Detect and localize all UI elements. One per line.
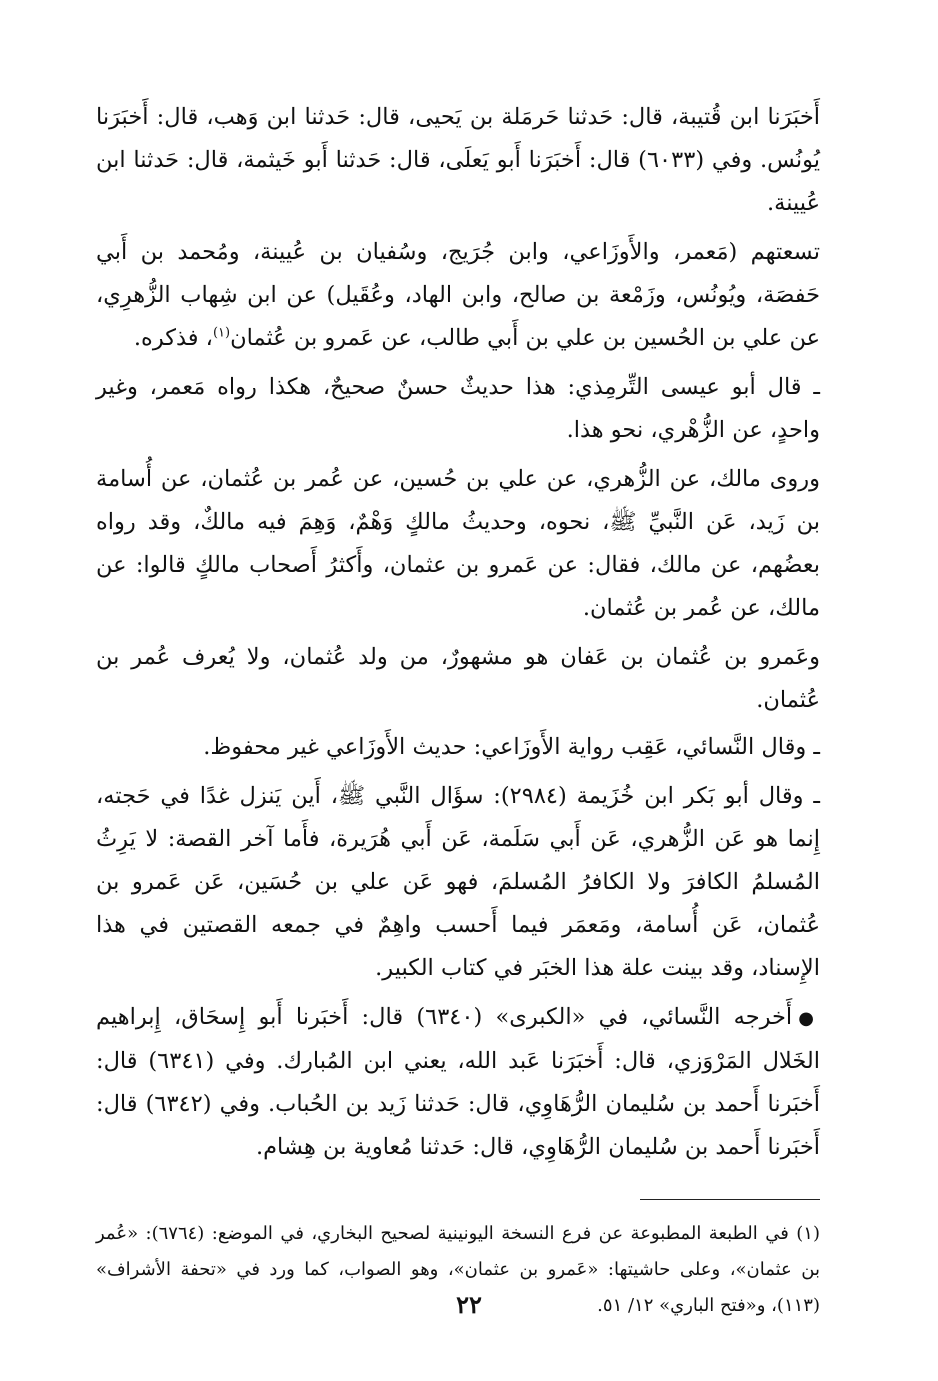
- page-body: [96, 96, 820, 1324]
- main-text: [96, 96, 820, 1169]
- paragraph-8: [96, 996, 820, 1169]
- paragraph-2-tail: ، فذكره.: [133, 325, 213, 351]
- paragraph-7: ـ وقال أبو بَكر ابن خُزَيمة (٢٩٨٤): سؤَال النَّبي ﷺ، أَين يَنزل غدًا في حَجته، إِنما هو عَن الزُّهري، عَن أَبي سَلَمة، عَن أَبي هُرَيرة، فأَما آخر القصة: لا يَرِثُ المُسلمُ الكافرَ ولا الكافرُ المُسلمَ، فهو عَن علي بن حُسَين، عَن عَمرو بن عُثمان، عَن أُسامة، ومَعمَر فيما أَحسب واهِمٌ في جمعه القصتين في هذا الإِسناد، وقد بينت علة هذا الخبَر في كتاب الكبير.: [96, 783, 820, 981]
- page-number: ٢٢: [456, 1290, 482, 1319]
- bullet-icon: ●: [798, 1008, 820, 1029]
- footnote-reference[interactable]: (١): [212, 325, 231, 341]
- paragraph-6: ـ وقال النَّسائي، عَقِب رواية الأَوزَاعي: حديث الأَوزَاعي غير محفوظ.: [203, 734, 820, 760]
- footnote-divider-wrap: [96, 1173, 820, 1216]
- paragraph-5: وعَمرو بن عُثمان بن عَفان هو مشهورٌ، من ولد عُثمان، ولا يُعرف عُمر بن عُثمان.: [96, 644, 820, 713]
- paragraph-1: أَخبَرَنا ابن قُتيبة، قال: حَدثنا حَرمَلة بن يَحيى، قال: حَدثنا ابن وَهب، قال: أَخبَرَنا يُونُس. وفي (٦٠٣٣) قال: أَخبَرَنا أَبو يَعلَى، قال: حَدثنا أَبو خَيثمة، قال: حَدثنا ابن عُيينة.: [96, 104, 820, 216]
- paragraph-8-text: أَخرجه النَّسائي، في «الكبرى» (٦٣٤٠) قال: أَخبَرنا أَبو إِسحَاق، إِبراهيم الخَلال المَرْوَزي، قال: أَخبَرَنا عَبد الله، يعني ابن المُبارك. وفي (٦٣٤١) قال: أَخبَرنا أَحمد بن سُليمان الرُّهَاوِي، قال: حَدثنا زَيد بن الحُباب. وفي (٦٣٤٢) قال: أَخبَرنا أَحمد بن سُليمان الرُّهَاوِي، قال: حَدثنا مُعاوية بن هِشام.: [96, 1004, 820, 1160]
- footnote-1: (١) في الطبعة المطبوعة عن فرع النسخة اليونينية لصحيح البخاري، في الموضع: (٦٧٦٤): «عُمر بن عثمان»، وعلى حاشيتها: «عَمرو بن عثمان»، وهو الصواب، كما ورد في «تحفة الأشراف» (١١٣)، و«فتح الباري» ١٢/ ٥١.: [96, 1223, 820, 1316]
- paragraph-4: وروى مالك، عن الزُّهري، عن علي بن حُسين، عن عُمر بن عُثمان، عن أُسامة بن زَيد، عَن النَّبيِّ ﷺ، نحوه، وحديثُ مالكٍ وَهْمٌ، وَهِمَ فيه مالكٌ، وقد رواه بعضُهم، عن مالك، فقال: عن عَمرو بن عثمان، وأَكثرُ أَصحاب مالكٍ قالوا: عن مالك، عن عُمر بن عُثمان.: [96, 466, 820, 621]
- paragraph-2-text: تسعتهم (مَعمر، والأَوزَاعي، وابن جُرَيج، وسُفيان بن عُيينة، ومُحمد بن أَبي حَفصَة، ويُونُس، وزَمْعة بن صالح، وابن الهاد، وعُقَيل) عن ابن شِهاب الزُّهرِي، عن علي بن الحُسين بن علي بن أَبي طالب، عن عَمرو بن عُثمان: [96, 239, 820, 351]
- footnote-divider: [640, 1199, 820, 1200]
- paragraph-2: [96, 231, 820, 360]
- paragraph-3: ـ قال أبو عيسى التِّرمِذي: هذا حديثٌ حسنٌ صحيحٌ، هكذا رواه مَعمر، وغير واحدٍ، عن الزُّهْري، نحو هذا.: [96, 374, 820, 443]
